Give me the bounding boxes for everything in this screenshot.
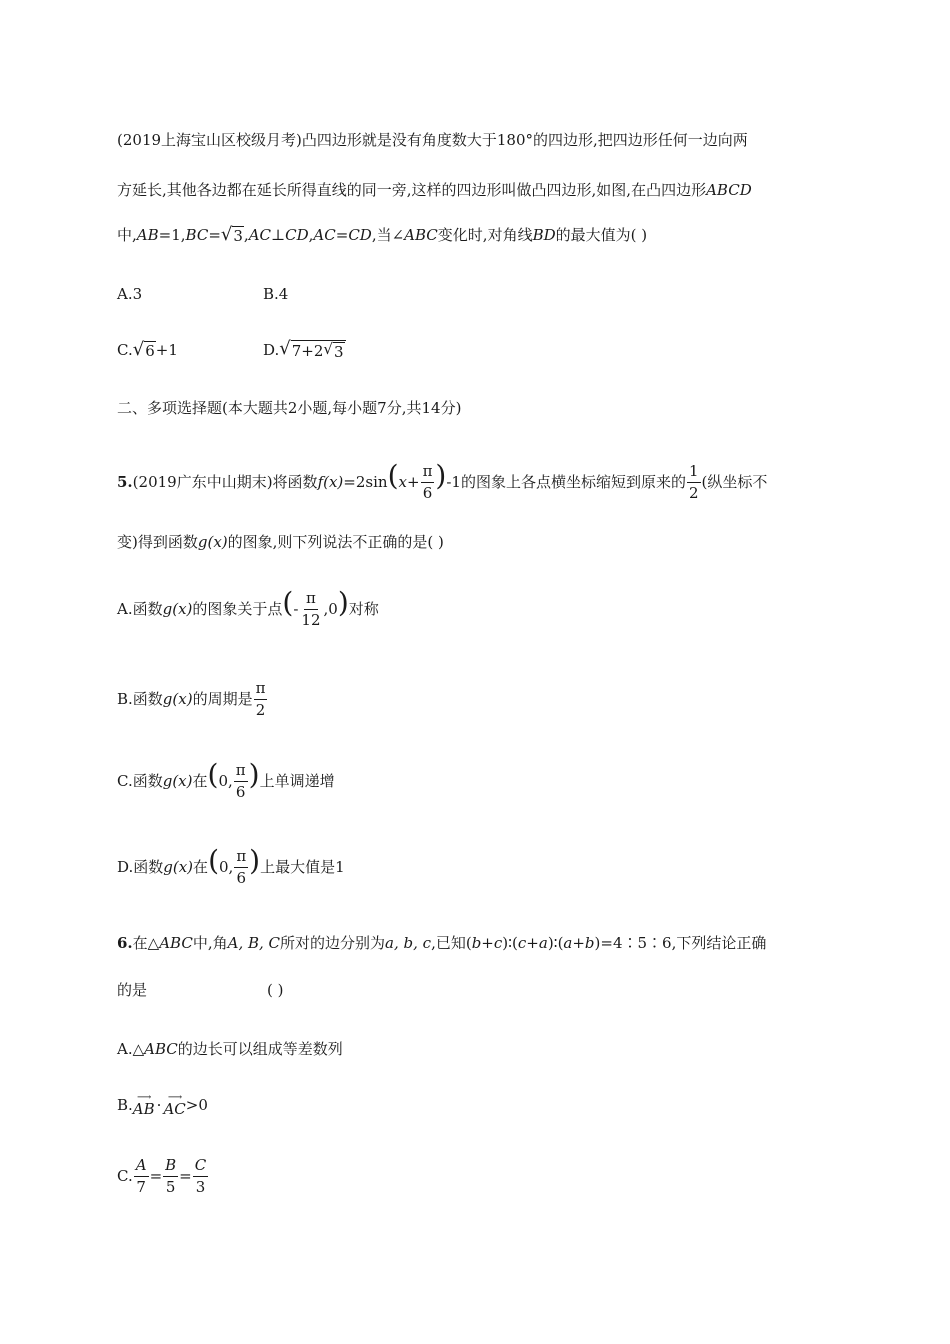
q5-t2: =2sin: [343, 472, 388, 491]
q4-ab: AB: [136, 225, 159, 244]
q4-option-c-tail: +1: [155, 340, 178, 359]
q5-d-arg: (x): [172, 857, 194, 876]
q4-t3j: 的最大值为( ): [555, 225, 648, 244]
q6-t7: )=4∶5∶6,下列结论正确: [594, 934, 767, 952]
q5-line-1: [117, 459, 768, 502]
q5-t4: (纵坐标不: [701, 472, 768, 491]
q5-number: 5.: [117, 472, 133, 491]
q4-t3f: ,: [308, 225, 314, 244]
q5-b-label: B.函数: [117, 689, 163, 708]
q5-b-arg: (x): [172, 689, 193, 708]
q5-line-2: [117, 535, 444, 550]
q6-c-frac-b: [163, 1157, 178, 1195]
q6-angles: A, B, C: [227, 934, 281, 952]
q4-option-d-inner-sqrt: √ 3: [323, 340, 344, 361]
q6-t5: )∶(: [502, 934, 518, 952]
q5-a-g: g: [162, 599, 173, 618]
q5-d-g: g: [163, 857, 173, 876]
q4-ac2: AC: [313, 225, 336, 244]
q6-b-tail: >0: [185, 1096, 208, 1114]
q5-c-right-paren: ): [248, 758, 260, 791]
q6-line-2: [117, 983, 283, 998]
q5-right-paren: ): [435, 459, 447, 492]
q6-a-label: A.△: [117, 1040, 145, 1058]
q6-c-eq2: =: [179, 1166, 192, 1185]
q5-d-right-paren: ): [249, 844, 261, 877]
q4-t3a: 中,: [117, 225, 137, 244]
q5-c-mid: 在: [192, 771, 208, 790]
q6-t8: 的是: [117, 981, 148, 999]
q6-ab: a+b: [563, 934, 595, 952]
q6-a-abc: ABC: [144, 1040, 178, 1058]
q5-plus: +: [406, 472, 420, 491]
q4-sqrt3-body: 3: [233, 227, 243, 245]
q6-bc: b+c: [471, 934, 503, 952]
q4-t3i: 变化时,对角线: [437, 225, 533, 244]
q5-one-half: [687, 463, 701, 501]
q4-option-c-sqrt-body: 6: [145, 342, 155, 360]
q5-b-pi: π: [254, 680, 268, 700]
q6-b-vector-ac: [163, 1094, 185, 1117]
q4-cd2: CD: [348, 225, 372, 244]
q5-option-a: [117, 586, 379, 629]
q4-t3d: ,: [243, 225, 249, 244]
q6-t6: )∶(: [547, 934, 564, 952]
q6-t3: 所对的边分别为: [280, 934, 386, 952]
q6-t1: 在△: [132, 934, 160, 952]
q6-t2: 中,角: [192, 934, 228, 952]
q5-b-g: g: [162, 689, 173, 708]
q6-option-b: [117, 1094, 208, 1117]
q5-left-paren: (: [387, 459, 399, 492]
q5-d-pi: π: [234, 848, 248, 868]
q5-t6: 的图象,则下列说法不正确的是( ): [227, 533, 444, 551]
q4-option-d-pre: 7+2: [291, 342, 324, 360]
q4-option-a: A.3: [117, 285, 143, 303]
q5-g: g: [197, 533, 208, 551]
section-2-title: 二、多项选择题(本大题共2小题,每小题7分,共14分): [117, 399, 462, 417]
q4-option-d: [263, 340, 346, 361]
q5-a-mid: 的图象关于点: [192, 599, 283, 618]
q5-a-left-paren: (: [282, 586, 294, 619]
q5-a-minus: -: [293, 599, 299, 618]
q5-d-zero: 0,: [219, 857, 234, 876]
q6-c-eq1: =: [149, 1166, 163, 1185]
q6-b-dot: ·: [156, 1096, 162, 1114]
q5-a-zero: ,0: [323, 599, 338, 618]
q4-t3c: =: [208, 225, 221, 244]
q5-pi: π: [421, 463, 435, 483]
q5-option-d: [117, 844, 345, 887]
q5-f-arg: (x): [323, 472, 344, 491]
q4-t3g: =: [335, 225, 349, 244]
q4-t3b: =1,: [158, 225, 186, 244]
q5-b-2: 2: [255, 700, 266, 719]
q6-sides: a, b, c: [385, 934, 432, 952]
q6-t4: ,已知(: [431, 934, 472, 952]
q4-bd: BD: [532, 225, 556, 244]
q4-ac1: AC: [248, 225, 272, 244]
q4-option-d-sqrt: √ 7+2 √ 3: [279, 338, 344, 361]
q4-line-1: [117, 133, 748, 148]
q5-c-left-paren: (: [207, 758, 219, 791]
q5-c-g: g: [162, 771, 173, 790]
q6-c-c: C: [193, 1157, 208, 1177]
q5-half-den: 2: [688, 483, 699, 502]
q5-d-left-paren: (: [208, 844, 219, 877]
q4-option-c-label: C.: [117, 340, 133, 359]
q5-d-tail: 上最大值是1: [260, 857, 345, 876]
q5-a-12: 12: [301, 610, 321, 629]
q6-option-a: [117, 1042, 343, 1057]
q6-c-3: 3: [195, 1177, 206, 1196]
q6-c-b: B: [163, 1157, 178, 1177]
q5-t1: (2019广东中山期末)将函数: [132, 472, 318, 491]
q4-options-cd: [117, 340, 346, 361]
q6-b-label: B.: [117, 1096, 133, 1114]
q4-text-1: (2019上海宝山区校级月考)凸四边形就是没有角度数大于180°的四边形,把四边形任何一边向两: [117, 131, 748, 149]
q5-c-6: 6: [235, 782, 246, 801]
q6-c-frac-a: [134, 1157, 149, 1195]
vector-arrow-icon: ⟶: [137, 1092, 151, 1103]
q5-pi-over-6: [421, 463, 435, 501]
q5-d-6: 6: [236, 868, 247, 887]
q5-x: x: [398, 472, 407, 491]
q6-c-7: 7: [136, 1177, 146, 1196]
q6-answer-paren: ( ): [267, 981, 284, 999]
q5-d-frac: [234, 848, 248, 886]
q4-bc: BC: [185, 225, 209, 244]
q6-c-a: A: [134, 1157, 149, 1177]
q6-option-c: [117, 1157, 209, 1195]
q5-a-tail: 对称: [348, 599, 379, 618]
q4-text-2: 方延长,其他各边都在延长所得直线的同一旁,这样的四边形叫做凸四边形,如图,在凸四边形: [117, 181, 707, 199]
q6-ca: c+a: [517, 934, 548, 952]
q5-c-zero: 0,: [218, 771, 233, 790]
q5-c-label: C.函数: [117, 771, 163, 790]
q5-half-num: 1: [687, 463, 701, 483]
q6-a-tail: 的边长可以组成等差数列: [177, 1040, 343, 1058]
q4-options-ab: [117, 287, 288, 302]
q4-option-c-sqrt: √ 6: [132, 339, 155, 360]
q6-b-ac: AC: [163, 1100, 186, 1118]
section-2-heading: [117, 401, 461, 416]
q6-b-vector-ab: [133, 1094, 155, 1117]
q5-t3: -1的图象上各点横坐标缩短到原来的: [446, 472, 686, 491]
q4-option-d-inner-body: 3: [333, 343, 344, 361]
q5-six: 6: [422, 483, 433, 502]
q4-option-d-label: D.: [263, 340, 280, 359]
q6-c-frac-c: [193, 1157, 208, 1195]
q4-option-d-sqrt-body: [291, 340, 346, 361]
q6-abc: ABC: [159, 934, 193, 952]
q5-c-frac: [234, 762, 248, 800]
q4-option-c: [117, 341, 263, 360]
q4-quad-name: ABCD: [706, 181, 752, 199]
q6-line-1: [117, 936, 766, 951]
q5-a-label: A.函数: [117, 599, 163, 618]
q6-b-ab: AB: [132, 1100, 155, 1118]
vector-arrow-icon: ⟶: [167, 1092, 182, 1103]
q5-a-pi: π: [304, 590, 318, 610]
q5-d-mid: 在: [193, 857, 209, 876]
q5-f: f: [317, 472, 324, 491]
q5-t5: 变)得到函数: [117, 533, 198, 551]
q5-g-arg: (x): [207, 533, 228, 551]
q5-c-pi: π: [234, 762, 248, 782]
q4-sqrt3: √ 3: [220, 224, 243, 245]
q4-option-b: B.4: [263, 285, 289, 303]
q4-cd1: CD: [285, 225, 309, 244]
q4-t3e: ⊥: [271, 225, 286, 244]
q5-d-label: D.函数: [117, 857, 164, 876]
q5-c-arg: (x): [172, 771, 193, 790]
q6-c-5: 5: [165, 1177, 176, 1196]
q5-b-mid: 的周期是: [192, 689, 253, 708]
q4-t3h: ,当∠: [371, 225, 405, 244]
q5-option-c: [117, 758, 335, 801]
q5-option-b: [117, 680, 268, 718]
q4-line-2: [117, 183, 752, 198]
q4-abc: ABC: [404, 225, 438, 244]
q4-line-3: [117, 226, 647, 245]
q5-a-arg: (x): [172, 599, 193, 618]
q5-a-right-paren: ): [337, 586, 349, 619]
q6-c-label: C.: [117, 1166, 133, 1185]
q5-c-tail: 上单调递增: [259, 771, 335, 790]
q5-b-frac: [254, 680, 268, 718]
q6-number: 6.: [117, 934, 133, 952]
q5-a-frac: [299, 590, 322, 628]
